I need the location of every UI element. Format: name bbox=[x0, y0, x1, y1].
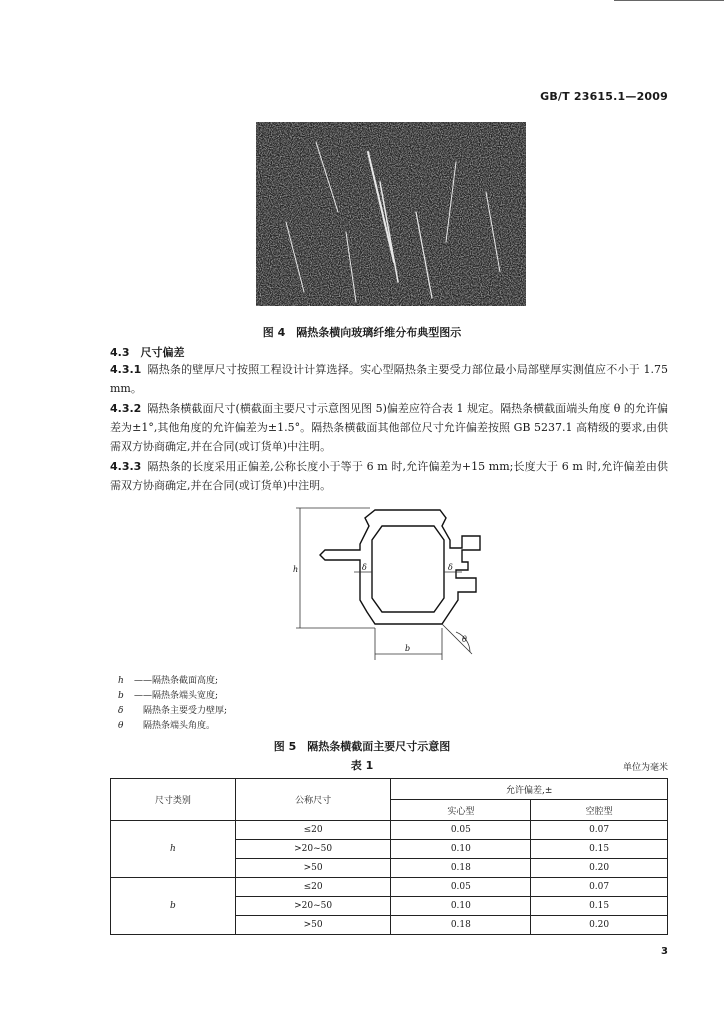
nominal-cell: >20~50 bbox=[235, 840, 391, 859]
category-cell: b bbox=[111, 878, 236, 935]
paragraph-number: 4.3.3 bbox=[110, 460, 142, 473]
legend-item-delta bbox=[118, 705, 227, 717]
legend-item-b bbox=[118, 690, 218, 702]
paragraph-number: 4.3.1 bbox=[110, 363, 142, 376]
hollow-cell: 0.20 bbox=[531, 916, 668, 935]
hollow-cell: 0.20 bbox=[531, 859, 668, 878]
fiber-distribution-photo bbox=[256, 122, 526, 306]
hollow-cell: 0.15 bbox=[531, 897, 668, 916]
width-label-b: b bbox=[405, 644, 411, 653]
cross-section-diagram bbox=[280, 500, 510, 670]
hollow-cell: 0.15 bbox=[531, 840, 668, 859]
fiber-photo-texture bbox=[256, 122, 526, 306]
nominal-cell: >20~50 bbox=[235, 897, 391, 916]
page-number: 3 bbox=[661, 946, 668, 957]
solid-cell: 0.10 bbox=[391, 897, 531, 916]
hollow-cell: 0.07 bbox=[531, 821, 668, 840]
angle-label-theta: θ bbox=[462, 635, 467, 644]
nominal-cell: ≤20 bbox=[235, 821, 391, 840]
table-row bbox=[111, 878, 668, 897]
tolerance-table bbox=[110, 778, 668, 935]
paragraph-text: 隔热条的长度采用正偏差,公称长度小于等于 6 m 时,允许偏差为+15 mm;长度大于 6 m 时,允许偏差由供需双方协商确定,并在合同(或订货单)中注明。 bbox=[110, 460, 668, 492]
legend-item-h bbox=[118, 675, 218, 687]
nominal-cell: >50 bbox=[235, 916, 391, 935]
figure-5-caption: 图 5 隔热条横截面主要尺寸示意图 bbox=[273, 740, 451, 753]
legend-item-theta bbox=[118, 720, 215, 732]
figure-4-caption: 图 4 隔热条横向玻璃纤维分布典型图示 bbox=[262, 326, 462, 339]
nominal-cell: ≤20 bbox=[235, 878, 391, 897]
profile-outer-outline bbox=[320, 510, 480, 624]
paragraph-4-3-1 bbox=[110, 360, 668, 398]
wall-thickness-label-left: δ bbox=[362, 563, 367, 572]
paragraph-4-3-3 bbox=[110, 457, 668, 495]
standard-code: GB/T 23615.1—2009 bbox=[540, 90, 668, 103]
header-hollow: 空腔型 bbox=[531, 800, 668, 821]
legend-text: 隔热条端头角度。 bbox=[134, 721, 216, 731]
legend-text: ——隔热条端头宽度; bbox=[134, 691, 219, 701]
wall-thickness-label-right: δ bbox=[448, 563, 453, 572]
solid-cell: 0.18 bbox=[391, 859, 531, 878]
hollow-cell: 0.07 bbox=[531, 878, 668, 897]
nominal-cell: >50 bbox=[235, 859, 391, 878]
paragraph-4-3-2 bbox=[110, 399, 668, 456]
table-1-title: 表 1 bbox=[350, 759, 374, 772]
paragraph-text: 隔热条的壁厚尺寸按照工程设计计算选择。实心型隔热条主要受力部位最小局部壁厚实测值应不小于 1.75 mm。 bbox=[110, 363, 668, 395]
legend-symbol: δ bbox=[118, 706, 124, 716]
height-label-h: h bbox=[293, 565, 299, 574]
table-unit-note: 单位为毫米 bbox=[622, 763, 668, 773]
paragraph-number: 4.3.2 bbox=[110, 402, 142, 415]
profile-inner-cavity bbox=[372, 526, 444, 612]
header-category: 尺寸类别 bbox=[111, 779, 236, 821]
legend-text: 隔热条主要受力壁厚; bbox=[134, 706, 228, 716]
solid-cell: 0.10 bbox=[391, 840, 531, 859]
legend-symbol: b bbox=[118, 691, 124, 701]
section-4-3-heading: 4.3 尺寸偏差 bbox=[110, 346, 185, 359]
paragraph-text: 隔热条横截面尺寸(横截面主要尺寸示意图见图 5)偏差应符合表 1 规定。隔热条横截面端头角度 θ 的允许偏差为±1°,其他角度的允许偏差为±1.5°。隔热条横截面其他部位尺寸允许偏差按照 GB 5237.1 高精级的要求,由供需双方协商确定,并在合同(或订货单)中注明。 bbox=[110, 402, 668, 453]
header-tolerance: 允许偏差,± bbox=[391, 779, 668, 800]
header-solid: 实心型 bbox=[391, 800, 531, 821]
top-rule bbox=[614, 0, 724, 1]
solid-cell: 0.05 bbox=[391, 821, 531, 840]
solid-cell: 0.18 bbox=[391, 916, 531, 935]
legend-symbol: h bbox=[118, 676, 124, 686]
category-cell: h bbox=[111, 821, 236, 878]
legend-symbol: θ bbox=[118, 721, 124, 731]
header-nominal: 公称尺寸 bbox=[235, 779, 391, 821]
legend-text: ——隔热条截面高度; bbox=[134, 676, 219, 686]
solid-cell: 0.05 bbox=[391, 878, 531, 897]
table-row bbox=[111, 821, 668, 840]
